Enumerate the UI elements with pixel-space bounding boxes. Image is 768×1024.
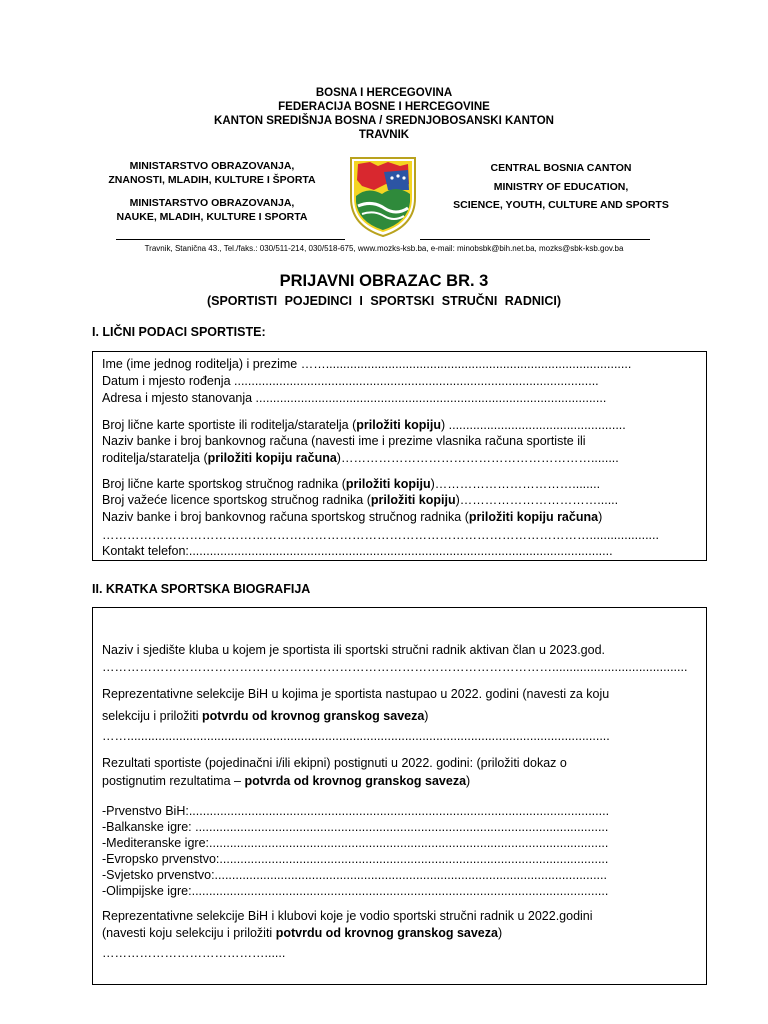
biography-text: ……........................................................................................................................................... — [102, 729, 610, 743]
section1-heading: I. LIČNI PODACI SPORTISTE: — [92, 325, 266, 339]
header-rule-left — [116, 239, 345, 240]
personal-data-text: Broj lične karte sportskog stručnog radnika ( — [102, 477, 346, 491]
biography-line — [102, 773, 470, 789]
personal-data-bold-text: priložiti kopiju računa — [468, 510, 599, 524]
personal-data-line — [102, 476, 600, 492]
biography-text: -Mediteranske igre:................................................................................................................... — [102, 836, 609, 850]
header-federation: FEDERACIJA BOSNE I HERCEGOVINE — [278, 101, 490, 113]
personal-data-text: ……………………………………………………………………………………………………….................... — [102, 528, 659, 542]
personal-data-text: Broj lične karte sportiste ili roditelja/staratelja ( — [102, 418, 357, 432]
ministry-english-line2: MINISTRY OF EDUCATION, — [493, 180, 629, 193]
personal-data-line — [102, 450, 619, 466]
biography-text-end: ) — [424, 709, 429, 723]
header-rule-right — [420, 239, 650, 240]
biography-line — [102, 708, 428, 724]
ministry-bosnian-line1: MINISTARSTVO OBRAZOVANJA, — [129, 197, 295, 209]
biography-line — [102, 867, 607, 883]
personal-data-text-end: )……………………………...... — [455, 493, 619, 507]
biography-line — [102, 686, 609, 702]
personal-data-line — [102, 417, 626, 433]
personal-data-bold-text: priložiti kopiju — [356, 418, 441, 432]
biography-text: Rezultati sportiste (pojedinačni i/ili ekipni) postignuti u 2022. godini: (priložiti dokaz o — [102, 756, 567, 770]
biography-line — [102, 883, 608, 899]
biography-text: -Evropsko prvenstvo:................................................................................................................ — [102, 852, 609, 866]
personal-data-text-end: ) ................................................... — [441, 418, 626, 432]
ministry-bosnian-line2: NAUKE, MLADIH, KULTURE I SPORTA — [116, 210, 308, 223]
form-title: PRIJAVNI OBRAZAC BR. 3 — [279, 272, 489, 290]
biography-text: (navesti koju selekciju i priložiti — [102, 926, 276, 940]
biography-text-end: ) — [466, 774, 471, 788]
personal-data-bold-text: priložiti kopiju — [345, 477, 431, 491]
ministry-croatian — [84, 160, 340, 187]
personal-data-line — [102, 527, 659, 543]
ministry-english-line1: CENTRAL BOSNIA CANTON — [490, 162, 632, 174]
personal-data-text-end: ) — [598, 510, 603, 524]
biography-line — [102, 642, 605, 658]
personal-data-text-end: )……………………………………………………........ — [336, 451, 619, 465]
form-subtitle: (SPORTISTI POJEDINCI I SPORTSKI STRUČNI RADNICI) — [206, 294, 562, 308]
header-canton: KANTON SREDIŠNJA BOSNA / SREDNJOBOSANSKI KANTON — [214, 115, 554, 127]
section2-heading: II. KRATKA SPORTSKA BIOGRAFIJA — [92, 582, 311, 596]
biography-text: -Balkanske igre: ....................................................................................................................... — [102, 820, 609, 834]
biography-text: Naziv i sjedište kluba u kojem je sportista ili sportski stručni radnik aktivan član u 2023.god. — [102, 643, 606, 657]
personal-data-text: Broj važeće licence sportskog stručnog radnika ( — [102, 493, 371, 507]
biography-text: postignutim rezultatima – — [102, 774, 245, 788]
biography-text: -Olimpijske igre:........................................................................................................................ — [102, 884, 609, 898]
biography-text: -Svjetsko prvenstvo:................................................................................................................. — [102, 868, 607, 882]
biography-line — [102, 908, 593, 924]
biography-line — [102, 659, 687, 675]
header-country: BOSNA I HERCEGOVINA — [315, 87, 453, 99]
personal-data-line — [102, 543, 613, 559]
ministry-croatian-line1: MINISTARSTVO OBRAZOVANJA, — [129, 160, 295, 172]
biography-line — [102, 803, 609, 819]
personal-data-text: Ime (ime jednog roditelja) i prezime …….. — [102, 357, 333, 371]
personal-data-line — [102, 373, 599, 389]
biography-line — [102, 925, 502, 941]
personal-data-text: Naziv banke i broj bankovnog računa (navesti ime i prezime vlasnika računa sportiste ili — [102, 434, 586, 448]
biography-line — [102, 851, 608, 867]
biography-text: Reprezentativne selekcije BiH u kojima je sportista nastupao u 2022. godini (navesti za koju — [102, 687, 610, 701]
header-city: TRAVNIK — [358, 129, 410, 141]
biography-line — [102, 755, 567, 771]
biography-text: selekciju i priložiti — [102, 709, 203, 723]
biography-bold-text: potvrdu od krovnog granskog saveza — [202, 709, 425, 723]
personal-data-text: Naziv banke i broj bankovnog računa sportskog stručnog radnika ( — [102, 510, 469, 524]
biography-text: ………………………………………………………………………………………………....................................... — [102, 660, 688, 674]
biography-line — [102, 835, 608, 851]
personal-data-line — [102, 356, 631, 372]
biography-bold-text: potvrda od krovnog granskog saveza — [244, 774, 467, 788]
biography-text-end: ) — [497, 926, 503, 940]
personal-data-text: Kontakt telefon:.......................................................................................................................... — [102, 544, 613, 558]
personal-data-line — [102, 433, 586, 449]
contact-line: Travnik, Stanična 43., Tel./faks.: 030/511-214, 030/518-675, www.mozks-ksb.ba, e-mail: minobsbk@bih.net.ba, mozks@sbk-ksb.gov.ba — [144, 244, 624, 253]
ministry-croatian-line2: ZNANOSTI, MLADIH, KULTURE I ŠPORTA — [108, 173, 316, 186]
personal-data-text-end: )……………………………........ — [430, 477, 601, 491]
personal-data-text-end: ...................................................................................... — [332, 357, 632, 371]
personal-data-line — [102, 492, 618, 508]
biography-line — [102, 945, 285, 961]
personal-data-text: Adresa i mjesto stanovanja ..................................................................................................... — [102, 391, 607, 405]
biography-text: Reprezentativne selekcije BiH i klubovi koje je vodio sportski stručni radnik u 2022.godini — [102, 909, 593, 923]
ministry-english — [426, 159, 696, 215]
personal-data-bold-text: priložiti kopiju računa — [207, 451, 337, 465]
personal-data-bold-text: priložiti kopiju — [370, 493, 456, 507]
personal-data-line — [102, 509, 602, 525]
ministry-bosnian — [84, 197, 340, 224]
personal-data-text: Datum i mjesto rođenja ......................................................................................................... — [102, 374, 599, 388]
biography-text: …………………………………...... — [102, 946, 286, 960]
biography-line — [102, 728, 610, 744]
biography-text: -Prvenstvo BiH:......................................................................................................................... — [102, 804, 610, 818]
personal-data-text: roditelja/staratelja ( — [102, 451, 208, 465]
personal-data-line — [102, 390, 606, 406]
biography-bold-text: potvrdu od krovnog granskog saveza — [275, 926, 498, 940]
biography-line — [102, 819, 608, 835]
coat-of-arms-icon — [348, 150, 418, 238]
ministry-english-line3: SCIENCE, YOUTH, CULTURE AND SPORTS — [453, 199, 669, 211]
